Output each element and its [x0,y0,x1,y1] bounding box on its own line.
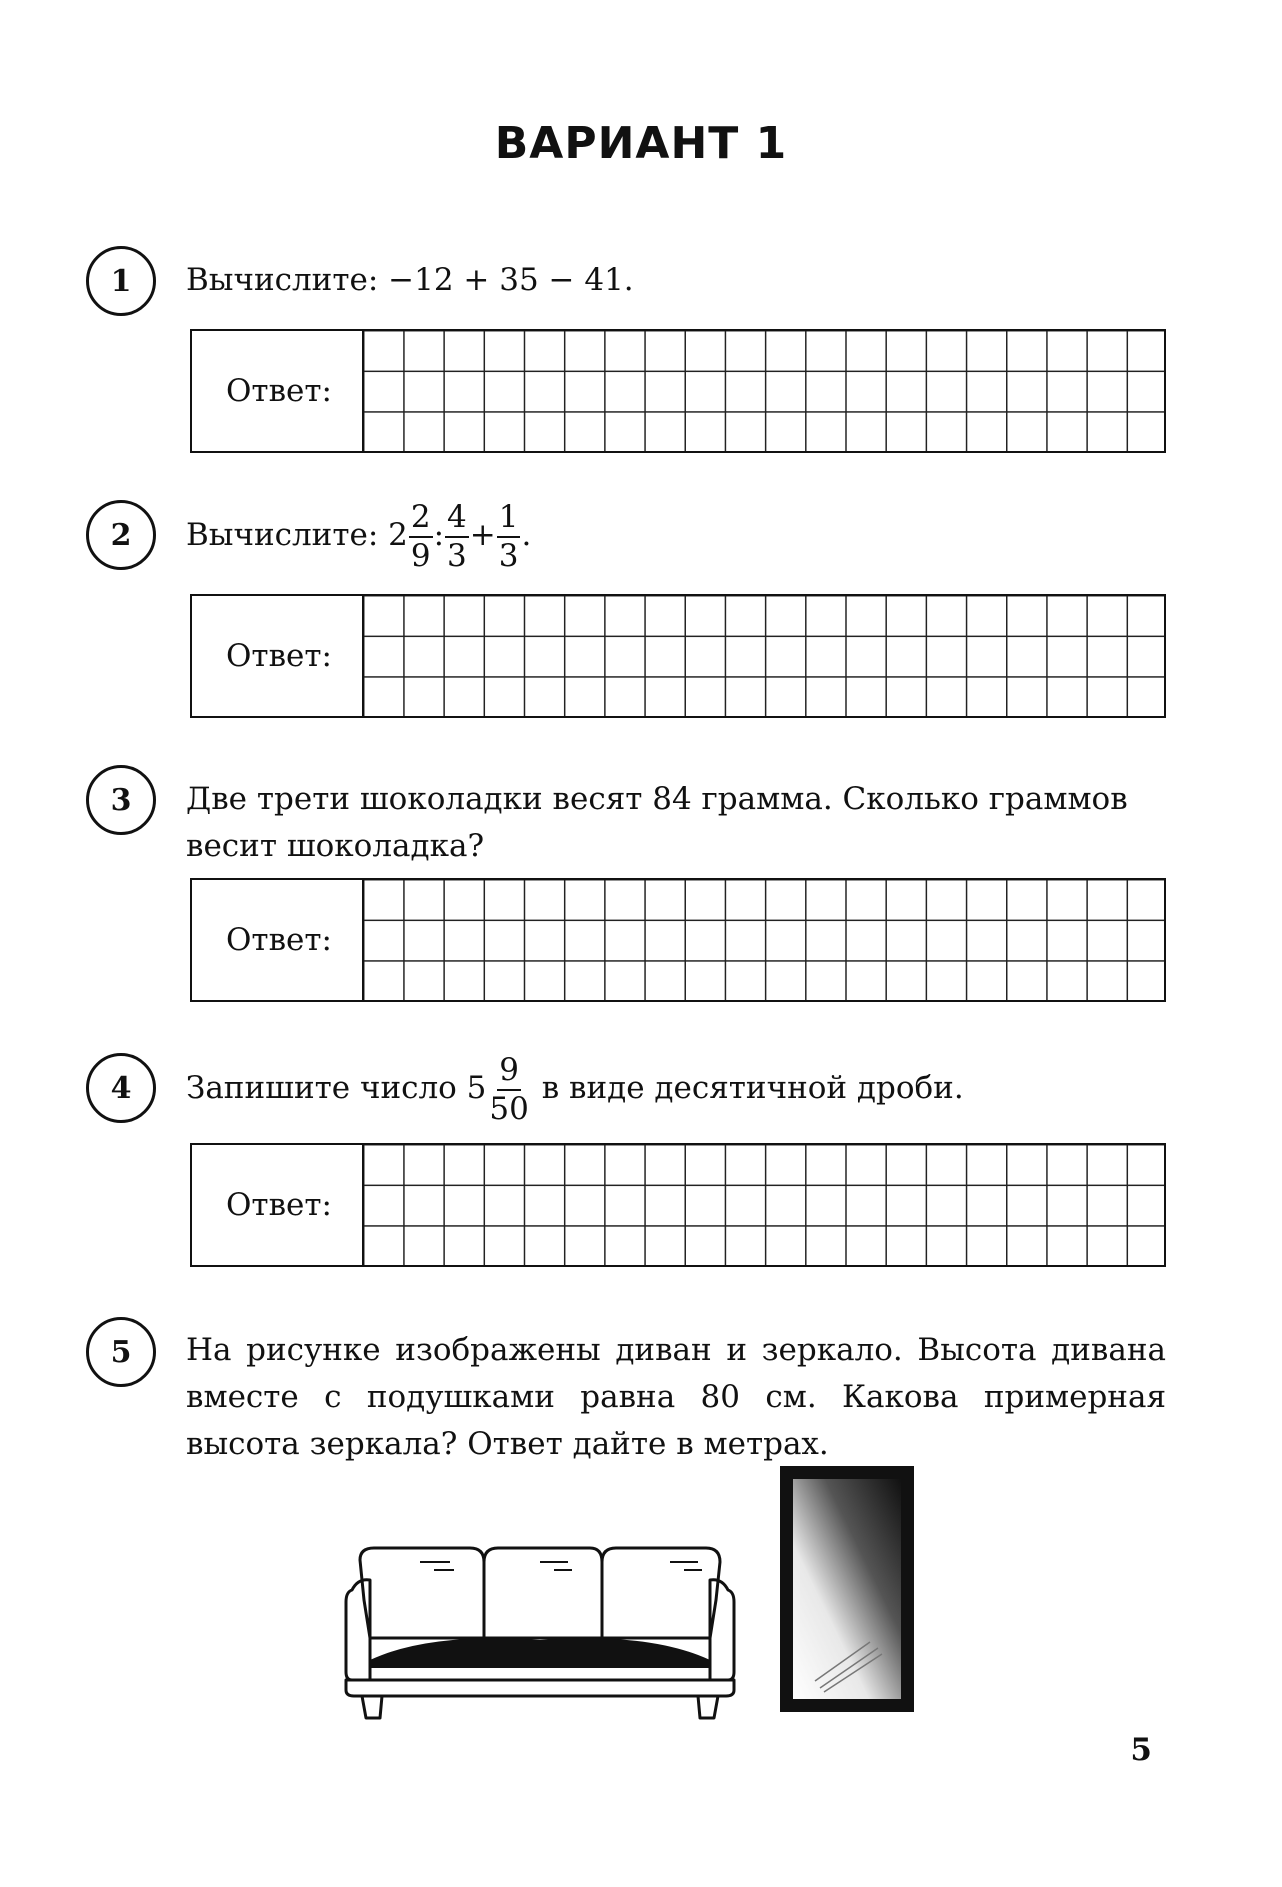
sofa-illustration [340,1540,740,1720]
sofa-leg-right [698,1696,718,1718]
sofa-right-arm [710,1580,734,1680]
fraction-denominator: 50 [489,1090,529,1127]
answer-grid[interactable] [364,596,1164,716]
fraction-numerator: 4 [445,502,469,538]
page-title: ВАРИАНТ 1 [494,118,788,169]
task-number-badge: 1 [86,246,156,316]
answer-box[interactable] [190,329,1166,453]
task-2-text [186,500,1166,572]
sofa-left-arm [346,1580,370,1680]
fraction-denominator: 3 [498,537,519,574]
task-4-suffix: в виде десятичной дроби. [531,1070,964,1106]
mirror-illustration [780,1466,914,1712]
task-number-badge: 3 [86,765,156,835]
task-number-badge: 5 [86,1317,156,1387]
answer-label: Ответ: [192,1145,364,1265]
fraction-numerator: 1 [497,502,521,538]
operator: + [469,517,496,553]
sofa-seat [370,1638,710,1668]
task-4-prefix: Запишите число 5 [186,1070,487,1106]
answer-box[interactable] [190,1143,1166,1267]
task-2-suffix: . [521,517,532,553]
answer-grid[interactable] [364,880,1164,1000]
task-number-badge: 4 [86,1053,156,1123]
fraction [497,498,521,574]
sofa-base [346,1680,734,1696]
fraction-denominator: 3 [447,537,467,574]
fraction [409,498,433,574]
answer-grid[interactable] [364,1145,1164,1265]
fraction [487,1051,530,1127]
task-1-text: Вычислите: −12 + 35 − 41. [186,262,634,298]
answer-grid[interactable] [364,331,1164,451]
answer-label: Ответ: [192,596,364,716]
mirror-glass [793,1479,901,1699]
fraction-denominator: 9 [410,537,431,574]
answer-box[interactable] [190,594,1166,718]
fraction [445,498,469,574]
task-5-text: На рисунке изображены диван и зеркало. Высота дивана вместе с подушками равна 80 см. Какова примерная высота зеркала? Ответ дайте в метрах. [186,1332,1166,1462]
sofa-cushion-right [602,1548,720,1638]
page-number: 5 [1130,1732,1152,1768]
task-4-text [186,1053,1166,1125]
operator: : [433,517,445,553]
fraction-numerator: 9 [497,1055,521,1091]
task-number-badge: 2 [86,500,156,570]
task-2-prefix: Вычислите: 2 [186,517,408,553]
answer-label: Ответ: [192,331,364,451]
fraction-numerator: 2 [409,502,433,538]
answer-label: Ответ: [192,880,364,1000]
sofa-leg-left [362,1696,382,1718]
task-3-text: Две трети шоколадки весят 84 грамма. Сколько граммов весит шоколадка? [186,781,1128,864]
answer-box[interactable] [190,878,1166,1002]
sofa-cushion-marks [420,1562,702,1570]
